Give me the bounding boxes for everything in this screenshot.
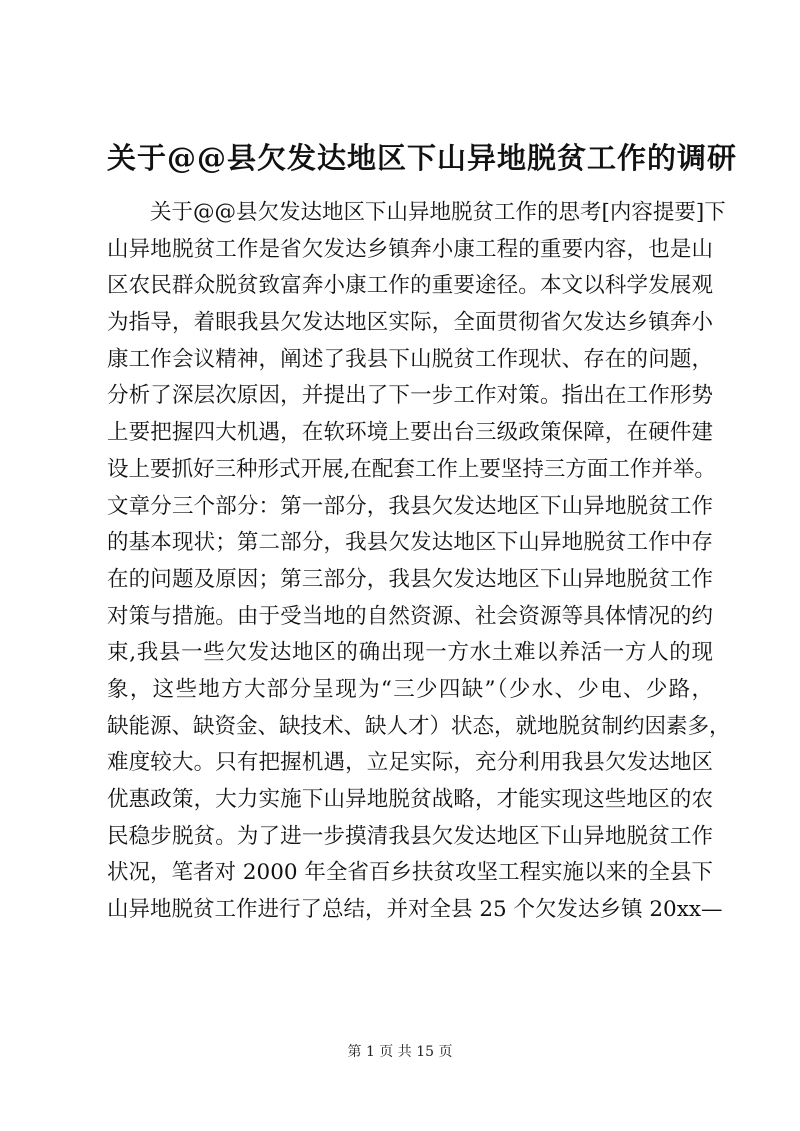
body-line: 山异地脱贫工作是省欠发达乡镇奔小康工程的重要内容，也是山 xyxy=(107,236,713,262)
document-title: 关于@@县欠发达地区下山异地脱贫工作的调研 xyxy=(107,141,738,175)
document-body xyxy=(107,195,731,929)
body-line: 分析了深层次原因，并提出了下一步工作对策。指出在工作形势 xyxy=(107,383,713,409)
body-line: 缺能源、缺资金、缺技术、缺人才）状态，就地脱贫制约因素多， xyxy=(107,713,731,739)
body-line: 关于@@县欠发达地区下山异地脱贫工作的思考[内容提要]下 xyxy=(150,200,726,225)
body-line: 区农民群众脱贫致富奔小康工作的重要途径。本文以科学发展观 xyxy=(107,273,713,299)
body-line: 文章分三个部分：第一部分，我县欠发达地区下山异地脱贫工作 xyxy=(107,493,713,519)
body-line: 优惠政策，大力实施下山异地脱贫战略，才能实现这些地区的农 xyxy=(107,787,713,812)
body-line: 难度较大。只有把握机遇，立足实际，充分利用我县欠发达地区 xyxy=(107,750,713,776)
body-line: 在的问题及原因；第三部分，我县欠发达地区下山异地脱贫工作 xyxy=(107,566,713,592)
body-line: 束,我县一些欠发达地区的确出现一方水土难以养活一方人的现 xyxy=(107,640,713,666)
body-line: 上要把握四大机遇，在软环境上要出台三级政策保障，在硬件建 xyxy=(107,420,713,446)
body-line: 为指导，着眼我县欠发达地区实际，全面贯彻省欠发达乡镇奔小 xyxy=(107,310,713,336)
body-line: 民稳步脱贫。为了进一步摸清我县欠发达地区下山异地脱贫工作 xyxy=(107,823,713,849)
page-footer: 第 1 页 共 15 页 xyxy=(347,1044,453,1060)
body-line: 设上要抓好三种形式开展,在配套工作上要坚持三方面工作并举。 xyxy=(107,456,716,482)
body-line: 象，这些地方大部分呈现为“三少四缺”（少水、少电、少路， xyxy=(107,676,713,702)
body-line: 状况，笔者对 2000 年全省百乡扶贫攻坚工程实施以来的全县下 xyxy=(107,860,713,886)
body-line: 的基本现状；第二部分，我县欠发达地区下山异地脱贫工作中存 xyxy=(107,530,713,556)
body-line: 山异地脱贫工作进行了总结，并对全县 25 个欠发达乡镇 20xx— xyxy=(107,897,723,923)
body-line: 对策与措施。由于受当地的自然资源、社会资源等具体情况的约 xyxy=(107,603,713,629)
body-line: 康工作会议精神，阐述了我县下山脱贫工作现状、存在的问题， xyxy=(107,346,713,372)
